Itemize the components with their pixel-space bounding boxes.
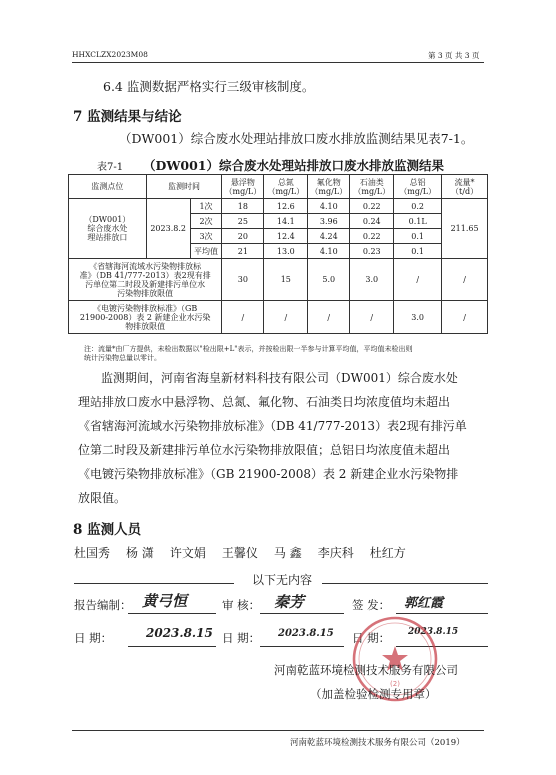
date-value-2: 2023.8.15 (278, 628, 334, 639)
issue-label: 签 发： (352, 598, 391, 612)
results-table (68, 174, 488, 334)
end-of-content: 以下无内容 (252, 573, 313, 587)
table-number: 表7-1 (97, 162, 124, 173)
cell-ss: 18 (222, 199, 264, 214)
table-row (69, 199, 488, 214)
person: 许文娟 (169, 546, 206, 560)
cell-al: 0.1 (394, 229, 442, 244)
cell-f: / (308, 301, 350, 334)
limit-2-label: 《电镀污染物排放标准》（GB 21900-2008）表 2 新建企业水污染 物排放限值 (69, 301, 222, 334)
col-tn: 总氮 （mg/L） (264, 175, 308, 199)
seal-caption: （加盖检验检测专用章） (310, 687, 437, 701)
cell-flow: 211.65 (442, 199, 488, 259)
prepared-label: 报告编制： (74, 598, 132, 612)
footer-text: 河南乾蓝环境检测技术服务有限公司（2019） (290, 738, 465, 748)
prepared-signature: 黄弓恒 (142, 592, 188, 610)
review-signature: 秦芳 (274, 593, 305, 611)
issue-signature: 郭红霞 (404, 596, 444, 611)
cell-al: 0.1L (394, 214, 442, 229)
cell-ss: 30 (222, 259, 264, 301)
row-label: 3次 (190, 229, 222, 244)
col-al: 总铝 （mg/L） (394, 175, 442, 199)
people-list (74, 544, 494, 561)
person: 杜国秀 (74, 546, 111, 560)
sample-date: 2023.8.2 (146, 199, 190, 259)
end-rule-left (74, 583, 234, 584)
cell-flow: / (442, 259, 488, 301)
table-note: 注：流量*由厂方提供，未检出数据以"检出限+L"表示，并按检出限一半参与计算平均值，平均值未检出则 统计污染物总量以零计。 (84, 345, 413, 362)
cell-ss: 20 (222, 229, 264, 244)
cell-oil: 0.23 (350, 244, 394, 259)
cell-f: 4.10 (308, 244, 350, 259)
cell-tn: 12.4 (264, 229, 308, 244)
limit-row-2 (69, 301, 488, 334)
date-label-2: 日 期： (222, 631, 261, 645)
cell-oil: / (350, 301, 394, 334)
limit-1-label: 《省辖海河流域水污染物排放标 准》（DB 41/777-2013）表2现有排 污单位第二时段及新建排污单位水 污染物排放限值 (69, 259, 222, 301)
table-header-row (69, 175, 488, 199)
cell-ss: 25 (222, 214, 264, 229)
table-title: （DW001）综合废水处理站排放口废水排放监测结果 (143, 158, 444, 173)
person: 马 鑫 (273, 546, 302, 560)
conclusion: 监测期间，河南省海皇新材料科技有限公司（DW001）综合废水处 理站排放口废水中悬浮物、总氮、氟化物、石油类日均浓度值均未超出 《省辖海河流域水污染物排放标准》（DB 41/777-2013）表2现有排污单 位第二时段及新建排污单位水污染物排放限值；总铝日均浓度值未超出 《电镀污染物排放标准》（GB 21900-2008）表 2 新建企业水污染物排 放限值。 (78, 371, 467, 505)
cell-oil: 3.0 (350, 259, 394, 301)
company-name: 河南乾蓝环境检测技术服务有限公司 (274, 663, 458, 677)
cell-f: 3.96 (308, 214, 350, 229)
footer-rule (72, 730, 484, 731)
col-ss: 悬浮物 （mg/L） (222, 175, 264, 199)
section-7-title: 7 监测结果与结论 (73, 109, 182, 125)
cell-ss: / (222, 301, 264, 334)
date-line-1 (128, 646, 216, 647)
cell-tn: 15 (264, 259, 308, 301)
cell-tn: 13.0 (264, 244, 308, 259)
cell-oil: 0.24 (350, 214, 394, 229)
section-8-title: 8 监测人员 (73, 522, 142, 538)
cell-oil: 0.22 (350, 199, 394, 214)
cell-f: 5.0 (308, 259, 350, 301)
cell-al: / (394, 259, 442, 301)
cell-al: 0.1 (394, 244, 442, 259)
page-info: 第 3 页 共 3 页 (428, 51, 480, 60)
svg-text:(2): (2) (390, 680, 400, 688)
prepared-line (128, 613, 216, 614)
header-rule (72, 62, 484, 63)
review-line (260, 613, 344, 614)
col-point: 监测点位 (69, 175, 147, 199)
section-7-intro: （DW001）综合废水处理站排放口废水排放监测结果见表7-1。 (119, 131, 474, 146)
person: 李庆科 (317, 546, 354, 560)
cell-tn: 14.1 (264, 214, 308, 229)
doc-code: HHXCLZX2023M08 (72, 50, 148, 59)
cell-f: 4.24 (308, 229, 350, 244)
point-name: （DW001） 综合废水处 理站排放口 (69, 199, 147, 259)
person: 王馨仪 (221, 546, 258, 560)
end-rule-right (322, 583, 488, 584)
limit-row-1 (69, 259, 488, 301)
review-label: 审 核： (222, 598, 261, 612)
col-f: 氟化物 （mg/L） (308, 175, 350, 199)
date-value-3: 2023.8.15 (408, 627, 459, 637)
cell-flow: / (442, 301, 488, 334)
date-line-2 (260, 646, 344, 647)
row-label: 平均值 (190, 244, 222, 259)
date-label-3: 日 期： (352, 631, 391, 645)
cell-al: 3.0 (394, 301, 442, 334)
row-label: 1次 (190, 199, 222, 214)
cell-tn: / (264, 301, 308, 334)
date-value-1: 2023.8.15 (146, 626, 213, 640)
col-oil: 石油类 （mg/L） (350, 175, 394, 199)
section-6-4: 6.4 监测数据严格实行三级审核制度。 (103, 79, 315, 94)
cell-tn: 12.6 (264, 199, 308, 214)
col-flow: 流量* （t/d） (442, 175, 488, 199)
cell-al: 0.2 (394, 199, 442, 214)
cell-f: 4.10 (308, 199, 350, 214)
person: 杜红方 (369, 546, 406, 560)
cell-oil: 0.22 (350, 229, 394, 244)
col-time: 监测时间 (146, 175, 222, 199)
person: 杨 潇 (126, 546, 154, 560)
date-label: 日 期： (74, 631, 113, 645)
row-label: 2次 (190, 214, 222, 229)
cell-ss: 21 (222, 244, 264, 259)
